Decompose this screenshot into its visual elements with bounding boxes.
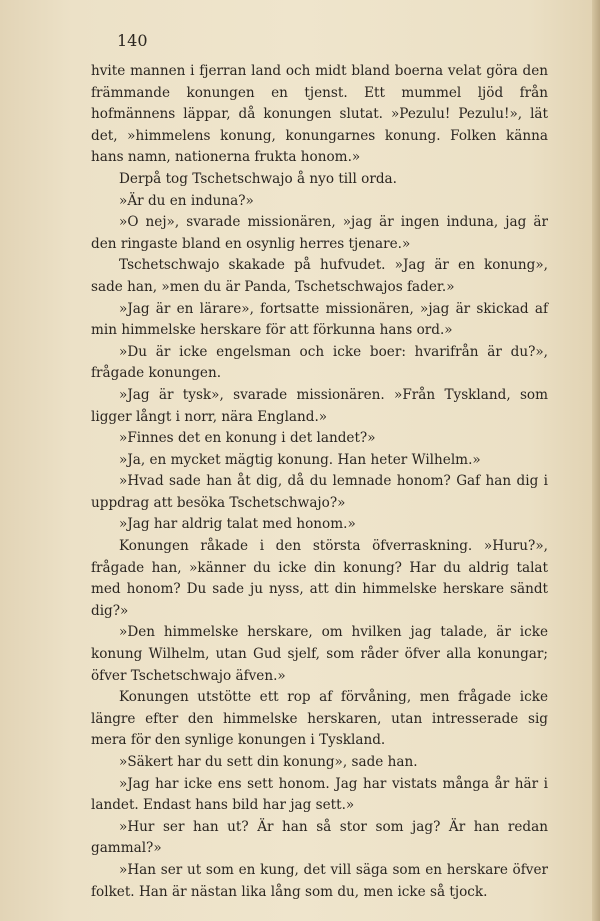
page-number: 140 [117,31,148,50]
paragraph: »Säkert har du sett din konung», sade han. [119,754,418,770]
paragraph: »Är du en induna?» [119,192,254,209]
page-edge-shadow [592,0,600,921]
paragraph: »Finnes det en konung i det landet?» [119,430,376,447]
paragraph: »O nej», svarade missionären, »jag är ingen induna, jag är den ringaste bland en osynlig herres tjenare.» [91,214,548,252]
paragraph: »Ja, en mycket mägtig konung. Han heter Wilhelm.» [119,451,481,468]
paragraph: »Du är icke engelsman och icke boer: hvarifrån är du?», frågade konungen. [91,343,548,382]
paragraph: »Jag är en lärare», fortsatte missionären, »jag är skickad af min himmelske herskare för att förkunna hans ord.» [91,300,548,339]
paragraph: Konungen utstötte ett rop af förvåning, men frågade icke längre efter den himmelske herskaren, utan intresserade sig mera för den synlige konungen i Tyskland. [91,689,548,749]
paragraph: »Jag är tysk», svarade missionären. »Från Tyskland, som ligger långt i norr, nära England.» [91,386,548,425]
paragraph: »Jag har icke ens sett honom. Jag har vistats många år här i landet. Endast hans bild har jag sett.» [91,775,548,814]
paragraph: Konungen råkade i den största öfverraskning. »Huru?», frågade han, »känner du icke din konung? Har du aldrig talat med honom? Du sade ju nyss, att din himmelske herskare sändt dig?» [91,538,548,619]
paragraph: Tschetschwajo skakade på hufvudet. »Jag är en konung», sade han, »men du är Panda, Tschetschwajos fader.» [91,257,548,295]
paragraph: hvite mannen i fjerran land och midt bland boerna velat göra den främmande konungen en tjenst. Ett mummel ljöd från hofmännens läppar, då konungen slutat. »Pezulu! Pezulu!», lät det, »himmelens konung, konungarnes konung. Folken känna hans namn, nationerna frukta honom.» [91,63,548,166]
paragraph: »Han ser ut som en kung, det vill säga som en herskare öfver folket. Han är nästan lika lång som du, men icke så tjock. [91,861,548,900]
paragraph: »Jag har aldrig talat med honom.» [119,516,356,533]
paragraph: »Hur ser han ut? Är han så stor som jag? Är han redan gammal?» [91,818,548,857]
page-body-text [91,61,548,903]
paragraph: Derpå tog Tschetschwajo å nyo till orda. [119,170,397,187]
paragraph: »Hvad sade han åt dig, då du lemnade honom? Gaf han dig i uppdrag att besöka Tschetschwajo?» [91,473,548,511]
paragraph: »Den himmelske herskare, om hvilken jag talade, är icke konung Wilhelm, utan Gud sjelf, som råder öfver alla konungar; öfver Tschetschwajo äfven.» [91,624,548,684]
